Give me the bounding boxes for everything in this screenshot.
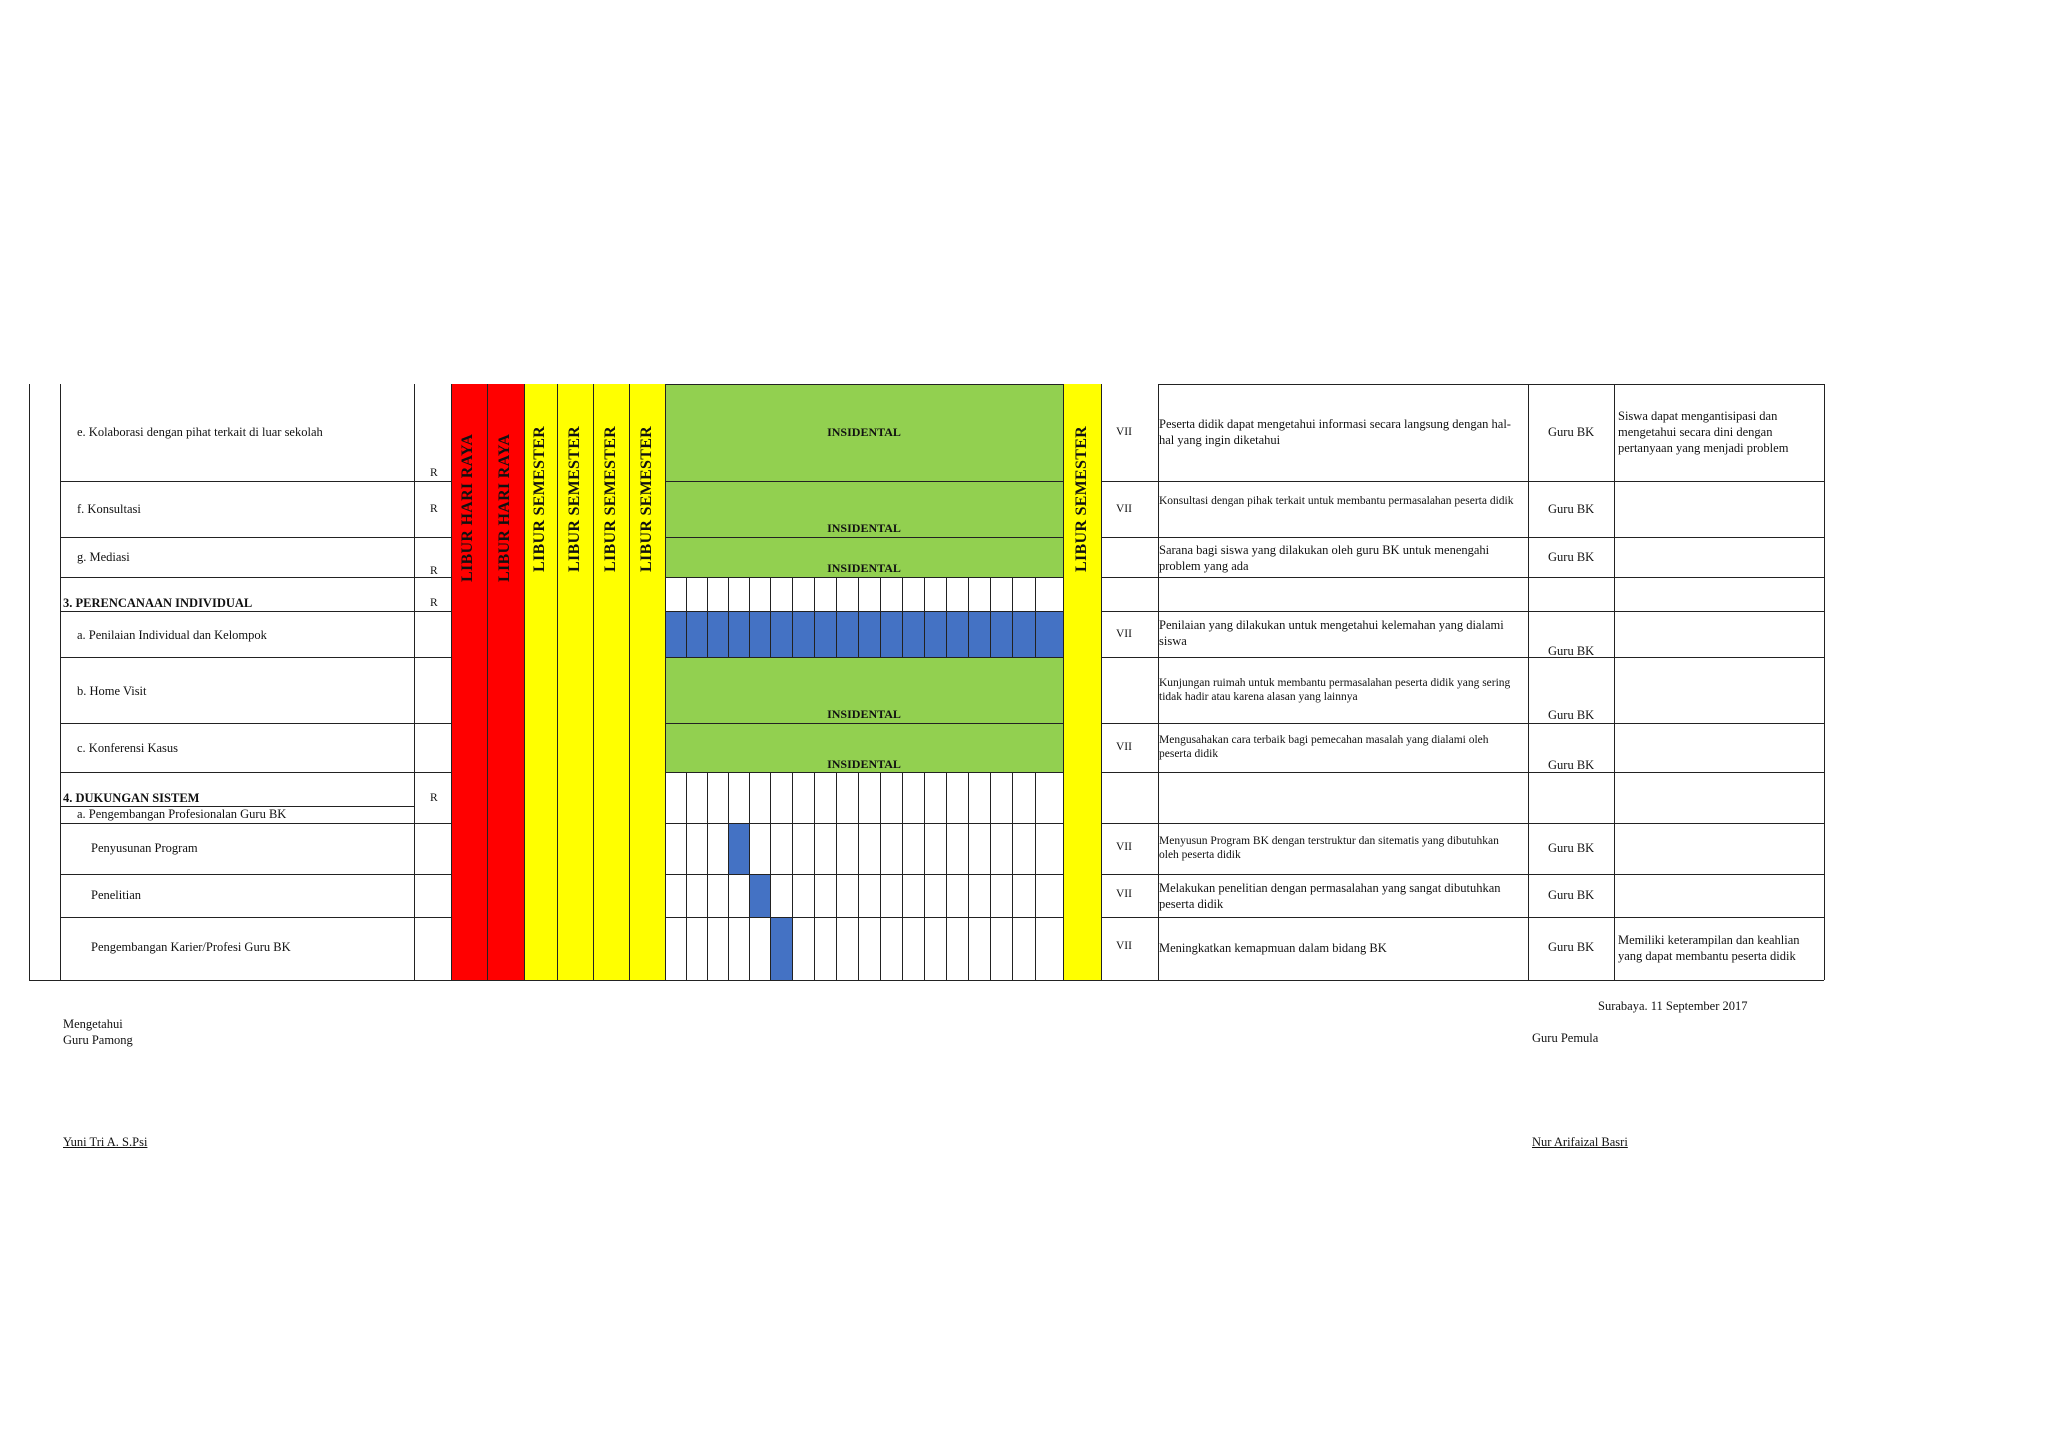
grid-line [728,611,729,657]
kelas-value: VII [1116,841,1132,853]
grid-line [1012,772,1013,823]
grid-line [858,577,859,611]
grid-line [1101,723,1824,724]
grid-line [749,917,750,980]
grid-line [792,917,793,980]
pelaksana-value: Guru BK [1548,708,1595,722]
grid-line [749,577,750,611]
grid-line [968,611,969,657]
grid-line [1101,611,1824,612]
grid-line [728,772,729,823]
grid-line [1063,611,1064,657]
pelaksana-value: Guru BK [1548,940,1595,954]
grid-line [728,823,729,874]
grid-line [1012,917,1013,980]
grid-line [60,657,451,658]
grid-line [858,823,859,874]
grid-line [1035,823,1036,874]
grid-line [665,577,1063,578]
grid-line [665,823,666,874]
grid-line [902,917,903,980]
desc-penilaian: Penilaian yang dilakukan untuk mengetahui kelemahan yang dialami siswa [1159,618,1504,648]
grid-line [60,917,451,918]
grid-line [792,874,793,917]
penyusunan-schedule-cell [728,823,749,874]
grid-line [60,611,451,612]
grid-line [1012,874,1013,917]
grid-line [880,577,881,611]
libur-hari-raya-label-1: LIBUR HARI RAYA [459,433,476,582]
grid-line [557,384,558,980]
row-label-pengembangan-profesional: a. Pengembangan Profesionalan Guru BK [77,807,287,821]
grid-line [29,384,30,980]
footer-mengetahui: Mengetahui [63,1017,123,1031]
grid-line [686,611,687,657]
grid-line [924,874,925,917]
pelaksana-value: Guru BK [1548,644,1595,658]
grid-line [858,611,859,657]
grid-line [749,823,750,874]
insidental-label-konferensi: INSIDENTAL [827,757,901,771]
grid-line [665,874,1063,875]
grid-line [770,874,771,917]
hasil-kolaborasi: Siswa dapat mengantisipasi dan mengetahui secara dini dengan pertanyaan yang menjadi problem [1618,409,1789,455]
desc-kolaborasi: Peserta didik dapat mengetahui informasi secara langsung dengan hal-hal yang ingin diketahui [1159,417,1511,447]
desc-mediasi: Sarana bagi siswa yang dilakukan oleh guru BK untuk menengahi problem yang ada [1159,543,1490,573]
grid-line [924,917,925,980]
grid-line [60,874,451,875]
grid-line [686,917,687,980]
kelas-value: VII [1116,503,1132,515]
grid-line [1101,772,1824,773]
grid-line [814,611,815,657]
grid-line [451,384,452,980]
grid-line [880,874,881,917]
grid-line [1035,577,1036,611]
grid-line [1012,611,1013,657]
grid-line [1101,874,1824,875]
row-label-penelitian: Penelitian [91,888,141,902]
grid-line [665,772,1063,773]
grid-line [968,577,969,611]
grid-line [728,874,729,917]
grid-line [792,577,793,611]
insidental-label-home-visit: INSIDENTAL [827,707,901,721]
libur-hari-raya-label-2: LIBUR HARI RAYA [496,433,513,582]
grid-line [968,772,969,823]
insidental-label-konsultasi: INSIDENTAL [827,521,901,535]
grid-line [60,481,451,482]
grid-line [836,874,837,917]
grid-line [629,384,630,980]
row-label-mediasi: g. Mediasi [77,550,130,564]
grid-line [902,577,903,611]
footer-guru-pemula: Guru Pemula [1532,1031,1599,1045]
grid-line [665,874,666,917]
grid-line [770,823,771,874]
grid-line [946,577,947,611]
grid-line [946,917,947,980]
grid-line [728,577,729,611]
r-marker: R [430,565,438,577]
hasil-pengembangan: Memiliki keterampilan dan keahlian yang dapat membantu peserta didik [1618,933,1800,963]
pelaksana-value: Guru BK [1548,841,1595,855]
grid-line [990,874,991,917]
grid-line [1528,384,1529,980]
insidental-label-mediasi: INSIDENTAL [827,561,901,575]
grid-line [749,611,750,657]
grid-line [749,874,750,917]
grid-line [946,874,947,917]
grid-line [665,481,1063,482]
grid-line [1063,874,1064,917]
grid-line [665,611,666,657]
grid-line [1824,384,1825,980]
kelas-value: VII [1116,888,1132,900]
kelas-value: VII [1116,741,1132,753]
section-heading-perencanaan: 3. PERENCANAAN INDIVIDUAL [63,596,253,610]
grid-line [707,772,708,823]
signature-name-right: Nur Arifaizal Basri [1532,1135,1628,1149]
grid-line [60,537,451,538]
libur-semester-label-2: LIBUR SEMESTER [566,425,583,572]
grid-line [686,823,687,874]
grid-line [1035,874,1036,917]
grid-line [1012,823,1013,874]
grid-line [665,723,1063,724]
kelas-value: VII [1116,426,1132,438]
libur-semester-label-3: LIBUR SEMESTER [602,425,619,572]
row-label-penyusunan: Penyusunan Program [91,841,198,855]
footer-guru-pamong: Guru Pamong [63,1033,133,1047]
grid-line [880,823,881,874]
grid-line [990,823,991,874]
grid-line [60,577,451,578]
r-marker: R [430,792,438,804]
grid-line [665,384,1063,385]
grid-line [749,772,750,823]
grid-line [770,577,771,611]
place-date: Surabaya. 11 September 2017 [1598,999,1748,1013]
grid-line [728,917,729,980]
grid-line [1101,657,1824,658]
grid-line [707,823,708,874]
desc-pengembangan: Meningkatkan kemapmuan dalam bidang BK [1159,941,1387,955]
desc-home-visit: Kunjungan ruimah untuk membantu permasalahan peserta didik yang sering tidak hadir atau karena alasan yang lainnya [1159,677,1511,703]
grid-line [990,577,991,611]
grid-line [858,772,859,823]
grid-line [814,917,815,980]
desc-penelitian: Melakukan penelitian dengan permasalahan yang sangat dibutuhkan peserta didik [1159,881,1501,911]
grid-line [880,772,881,823]
grid-line [836,823,837,874]
row-label-penilaian: a. Penilaian Individual dan Kelompok [77,628,267,642]
insidental-label-kolaborasi: INSIDENTAL [827,425,901,439]
pelaksana-value: Guru BK [1548,502,1595,516]
section-heading-dukungan: 4. DUKUNGAN SISTEM [63,791,200,805]
grid-line [665,537,1063,538]
signature-name-left: Yuni Tri A. S.Psi [63,1135,148,1149]
grid-line [29,980,1824,981]
grid-line [707,577,708,611]
grid-line [836,577,837,611]
libur-semester-label-1: LIBUR SEMESTER [531,425,548,572]
grid-line [924,772,925,823]
grid-line [686,577,687,611]
grid-line [814,874,815,917]
grid-line [707,917,708,980]
pelaksana-value: Guru BK [1548,425,1595,439]
grid-line [1101,481,1824,482]
grid-line [665,657,1063,658]
grid-line [1012,577,1013,611]
grid-line [1101,384,1102,980]
grid-line [792,772,793,823]
grid-line [60,772,451,773]
grid-line [880,611,881,657]
grid-line [1035,772,1036,823]
grid-line [990,611,991,657]
desc-penyusunan: Menyusun Program BK dengan terstruktur dan sitematis yang dibutuhkan oleh peserta didik [1159,835,1499,861]
desc-konferensi: Mengusahakan cara terbaik bagi pemecahan masalah yang dialami oleh peserta didik [1159,734,1489,760]
penelitian-schedule-cell [749,874,770,917]
grid-line [1101,917,1824,918]
libur-semester-label-4: LIBUR SEMESTER [638,425,655,572]
grid-line [665,823,1063,824]
grid-line [60,723,451,724]
grid-line [60,384,61,980]
grid-line [968,874,969,917]
grid-line [902,772,903,823]
grid-line [1101,577,1824,578]
grid-line [1614,384,1615,980]
grid-line [665,772,666,823]
grid-line [792,823,793,874]
grid-line [487,384,488,980]
grid-line [665,611,1063,612]
grid-line [686,772,687,823]
grid-line [524,384,525,980]
r-marker: R [430,467,438,479]
libur-semester-label-5: LIBUR SEMESTER [1073,425,1090,572]
grid-line [1063,577,1064,611]
grid-line [902,611,903,657]
grid-line [968,823,969,874]
grid-line [792,611,793,657]
grid-line [1101,823,1824,824]
grid-line [1063,917,1064,980]
grid-line [836,611,837,657]
row-label-kolaborasi: e. Kolaborasi dengan pihat terkait di luar sekolah [77,425,323,439]
grid-line [990,917,991,980]
row-label-pengembangan-karier: Pengembangan Karier/Profesi Guru BK [91,940,291,954]
grid-line [686,874,687,917]
grid-line [836,917,837,980]
penilaian-schedule-bar [665,611,1063,657]
row-label-konsultasi: f. Konsultasi [77,502,141,516]
grid-line [814,823,815,874]
grid-line [836,772,837,823]
grid-line [665,577,666,611]
grid-line [924,823,925,874]
grid-line [968,917,969,980]
pengembangan-schedule-cell [770,917,792,980]
grid-line [924,577,925,611]
row-label-konferensi: c. Konferensi Kasus [77,741,179,755]
grid-line [946,772,947,823]
grid-line [1101,537,1824,538]
desc-konsultasi: Konsultasi dengan pihak terkait untuk membantu permasalahan peserta didik [1159,495,1514,507]
grid-line [858,874,859,917]
grid-line [814,772,815,823]
pelaksana-value: Guru BK [1548,888,1595,902]
row-label-home-visit: b. Home Visit [77,684,147,698]
grid-line [593,384,594,980]
grid-line [946,611,947,657]
grid-line [1035,917,1036,980]
grid-line [1063,823,1064,874]
grid-line [814,577,815,611]
grid-line [990,772,991,823]
grid-line [770,772,771,823]
grid-line [858,917,859,980]
grid-line [946,823,947,874]
grid-line [880,917,881,980]
grid-line [902,874,903,917]
grid-line [707,874,708,917]
grid-line [60,823,451,824]
grid-line [707,611,708,657]
grid-line [1035,611,1036,657]
grid-line [414,384,415,980]
kelas-value: VII [1116,940,1132,952]
kelas-value: VII [1116,628,1132,640]
grid-line [924,611,925,657]
grid-line [1063,772,1064,823]
pelaksana-value: Guru BK [1548,550,1595,564]
grid-line [665,917,666,980]
grid-line [665,917,1063,918]
grid-line [1158,384,1824,385]
r-marker: R [430,597,438,609]
r-marker: R [430,503,438,515]
grid-line [770,611,771,657]
grid-line [770,917,771,980]
grid-line [902,823,903,874]
pelaksana-value: Guru BK [1548,758,1595,772]
